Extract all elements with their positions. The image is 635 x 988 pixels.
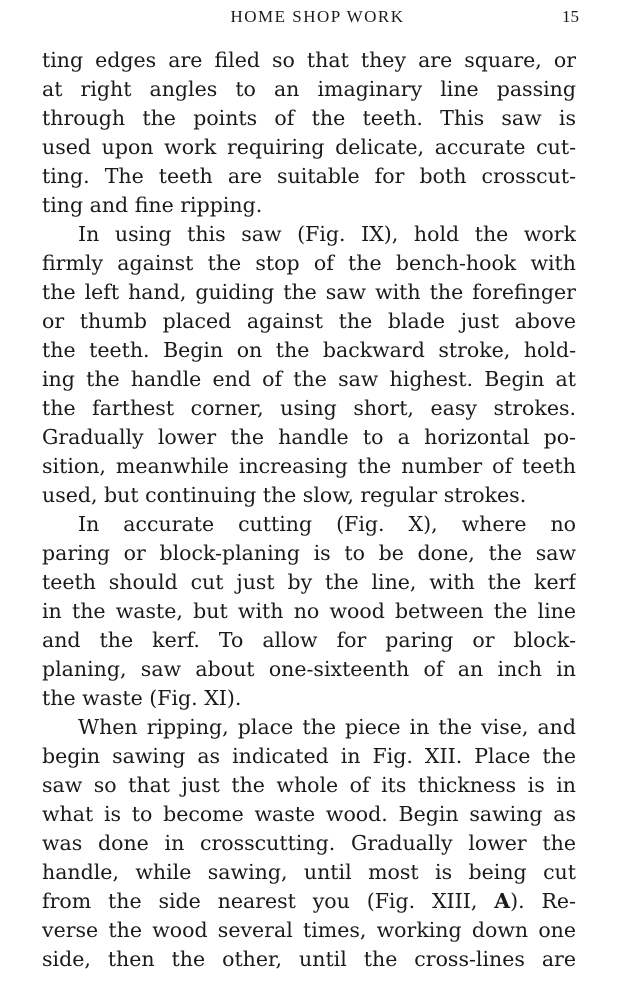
text-line: side, then the other, until the cross-lines are bbox=[42, 947, 576, 971]
text-line: handle, while sawing, until most is being cut bbox=[42, 860, 576, 884]
text-line: used, but continuing the slow, regular strokes. bbox=[42, 483, 527, 507]
text-line: paring or block-planing is to be done, the saw bbox=[42, 541, 576, 565]
text-line: the waste (Fig. XI). bbox=[42, 686, 242, 710]
text-line: saw so that just the whole of its thickness is in bbox=[42, 773, 576, 797]
text-line: ting. The teeth are suitable for both crosscut- bbox=[42, 164, 576, 188]
paragraph-first-line: In accurate cutting (Fig. X), where no bbox=[78, 512, 576, 536]
text-line: the left hand, guiding the saw with the forefinger bbox=[42, 280, 576, 304]
text-line: ting and fine ripping. bbox=[42, 193, 263, 217]
paragraph-first-line: When ripping, place the piece in the vise, and bbox=[78, 715, 576, 739]
text-line: ing the handle end of the saw highest. Begin at bbox=[42, 367, 576, 391]
text-line: what is to become waste wood. Begin sawing as bbox=[42, 802, 576, 826]
paragraph-first-line: In using this saw (Fig. IX), hold the work bbox=[78, 222, 576, 246]
text-line: at right angles to an imaginary line passing bbox=[42, 77, 576, 101]
text-line: was done in crosscutting. Gradually lower the bbox=[42, 831, 576, 855]
text-line: teeth should cut just by the line, with the kerf bbox=[42, 570, 576, 594]
text-line: begin sawing as indicated in Fig. XII. Place the bbox=[42, 744, 576, 768]
text-line: planing, saw about one-sixteenth of an inch in bbox=[42, 657, 576, 681]
text-line: ting edges are filed so that they are square, or bbox=[42, 48, 576, 72]
text-line-with-bold bbox=[42, 887, 576, 916]
text-line: firmly against the stop of the bench-hook with bbox=[42, 251, 576, 275]
text-line: or thumb placed against the blade just above bbox=[42, 309, 576, 333]
running-head bbox=[0, 6, 635, 28]
page-number: 15 bbox=[562, 7, 579, 26]
text-line: the teeth. Begin on the backward stroke, hold- bbox=[42, 338, 576, 362]
text-line: through the points of the teeth. This saw is bbox=[42, 106, 576, 130]
text-line: Gradually lower the handle to a horizontal po- bbox=[42, 425, 576, 449]
text-line: sition, meanwhile increasing the number of teeth bbox=[42, 454, 576, 478]
text-line: the farthest corner, using short, easy strokes. bbox=[42, 396, 576, 420]
line-text-before: from the side nearest you (Fig. XIII, bbox=[42, 889, 495, 913]
text-line: used upon work requiring delicate, accurate cut- bbox=[42, 135, 576, 159]
bold-figure-letter: A bbox=[494, 889, 511, 913]
text-line: and the kerf. To allow for paring or block- bbox=[42, 628, 576, 652]
running-title: HOME SHOP WORK bbox=[230, 7, 405, 26]
line-text-after: ). Re- bbox=[510, 889, 576, 913]
text-line: in the waste, but with no wood between the line bbox=[42, 599, 576, 623]
text-line: verse the wood several times, working down one bbox=[42, 918, 576, 942]
